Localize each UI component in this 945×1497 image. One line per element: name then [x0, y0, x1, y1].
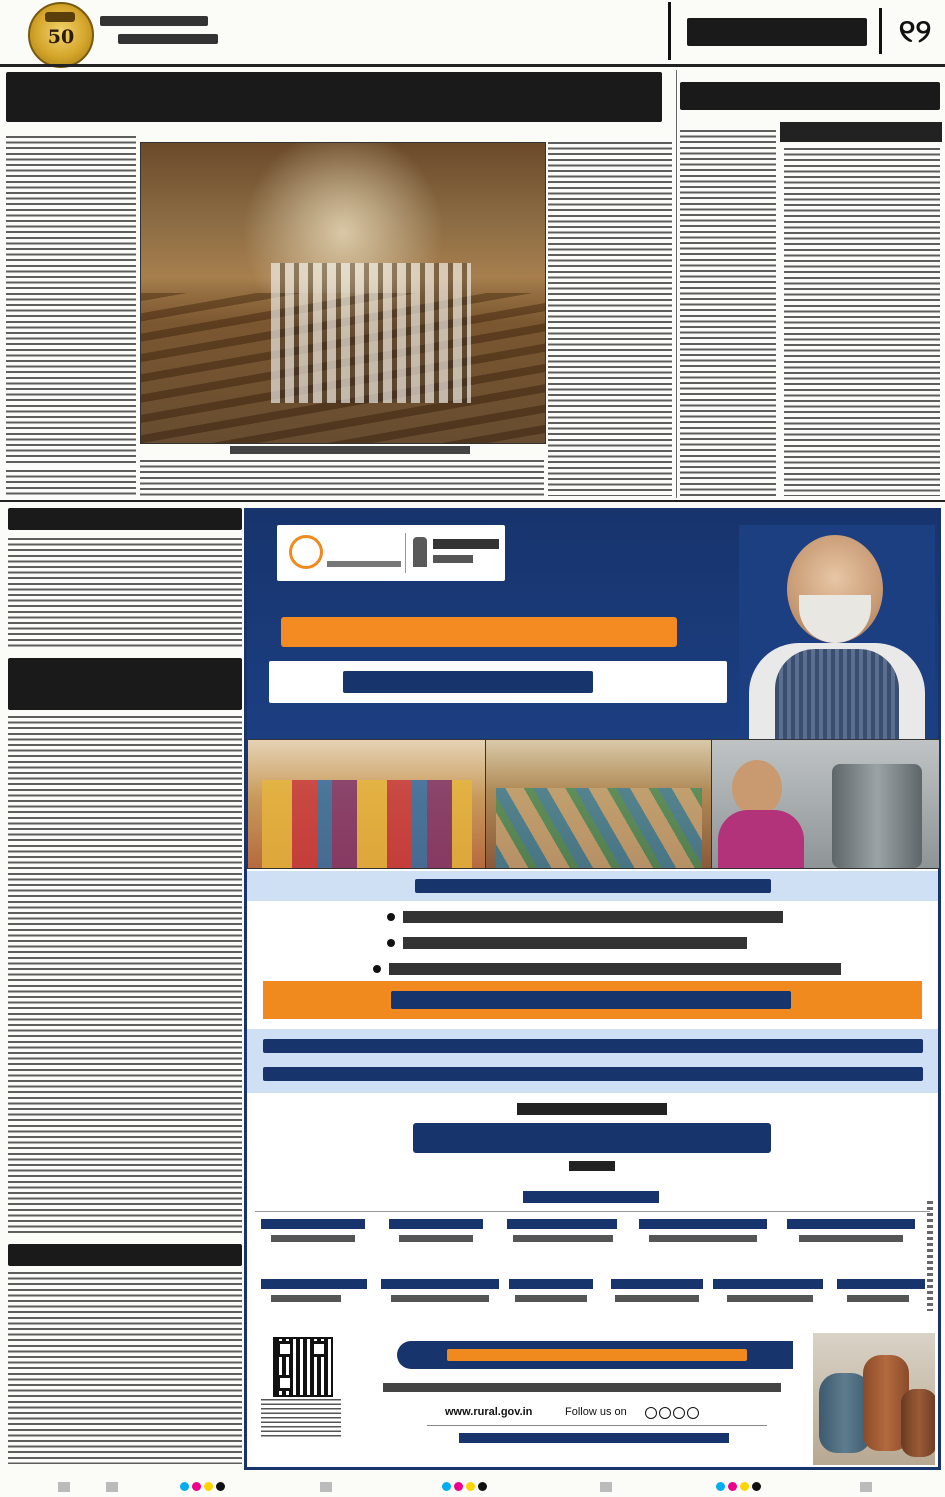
- x-icon[interactable]: [673, 1407, 685, 1419]
- felicitation-band: [263, 981, 922, 1019]
- mark-cyan-3: [716, 1482, 725, 1491]
- story-3-headline: [8, 658, 242, 710]
- dateline-date: [118, 34, 218, 44]
- mark-magenta-3: [728, 1482, 737, 1491]
- dignitary-11-title: [847, 1295, 909, 1302]
- pm-designation: [517, 1103, 667, 1115]
- photo-woman-face: [732, 760, 782, 816]
- photo-woman-saree: [718, 810, 804, 868]
- advertisement: [244, 508, 941, 1470]
- mark-grey-5: [860, 1482, 872, 1492]
- mark-magenta-2: [454, 1482, 463, 1491]
- event-venue: [383, 1383, 781, 1392]
- photo-caption: [230, 446, 470, 454]
- second-subhead: [780, 122, 942, 142]
- photo-workers: [496, 788, 702, 868]
- mark-cyan-2: [442, 1482, 451, 1491]
- print-marks: [0, 1476, 945, 1497]
- ad-footer: [247, 1333, 938, 1467]
- ad-hero-panel: [247, 511, 938, 739]
- ad-photo-woman-machine: [711, 739, 940, 869]
- ministry-name: [433, 539, 499, 549]
- page-number: ୧୨: [898, 12, 932, 50]
- column-divider: [676, 70, 677, 498]
- dignitary-3-title: [513, 1235, 613, 1242]
- pot-3: [901, 1389, 935, 1457]
- dignitaries-row-1: [247, 1215, 938, 1263]
- mark-black-1: [216, 1482, 225, 1491]
- dignitary-10: [713, 1279, 823, 1289]
- dignitary-2: [389, 1219, 483, 1229]
- mark-grey-1: [58, 1482, 70, 1492]
- story-3-body: [8, 716, 242, 1236]
- bullet-text-1: [403, 911, 783, 923]
- live-telecast-note: [459, 1433, 729, 1443]
- ad-photo-women-group: [247, 739, 487, 869]
- footer-rule: [427, 1425, 767, 1426]
- dignitaries-heading: [523, 1191, 659, 1203]
- dignitary-7: [381, 1279, 499, 1289]
- bullet-dot-3: [373, 965, 381, 973]
- mark-grey-3: [320, 1482, 332, 1492]
- ad-main-title: [281, 617, 677, 647]
- masthead-rule: [0, 64, 945, 67]
- section-title-box: [668, 2, 945, 60]
- anniversary-logo: [28, 2, 94, 68]
- pottery-photo: [813, 1333, 935, 1465]
- mark-magenta-1: [192, 1482, 201, 1491]
- pm-by: [569, 1161, 615, 1171]
- dateline-city-day: [100, 16, 208, 26]
- dignitary-5-title: [799, 1235, 903, 1242]
- empowerment-band: [247, 871, 938, 901]
- bullet-list: [247, 905, 938, 989]
- section-rule: [0, 500, 945, 502]
- dignitary-9: [611, 1279, 703, 1289]
- dignitary-4: [639, 1219, 767, 1229]
- side-story-column-2: [784, 148, 940, 496]
- ngo-logo-icon: [289, 535, 323, 569]
- empowerment-heading: [415, 879, 771, 893]
- story-2-headline: [8, 508, 242, 530]
- qr-corner-tl: [277, 1341, 293, 1357]
- bullet-text-2: [403, 937, 747, 949]
- second-headline: [680, 82, 940, 110]
- story-2-body: [8, 538, 242, 650]
- section-divider: [879, 8, 882, 54]
- bullet-dot-1: [387, 913, 395, 921]
- pm-name: [413, 1123, 771, 1153]
- dignitary-6-title: [271, 1295, 341, 1302]
- mark-black-2: [478, 1482, 487, 1491]
- dignitaries-row-2: [247, 1275, 938, 1323]
- lead-story-column-1-lower: [6, 470, 136, 496]
- dignitary-2-title: [399, 1235, 473, 1242]
- facebook-icon[interactable]: [645, 1407, 657, 1419]
- mark-black-3: [752, 1482, 761, 1491]
- qr-code[interactable]: [273, 1337, 333, 1397]
- mark-yellow-1: [204, 1482, 213, 1491]
- dignitary-5: [787, 1219, 915, 1229]
- mark-grey-4: [600, 1482, 612, 1492]
- instagram-icon[interactable]: [659, 1407, 671, 1419]
- logo-year: 50: [47, 26, 75, 48]
- event-date: [447, 1349, 747, 1361]
- lead-story-column-2: [548, 142, 672, 496]
- distribution-panel: [247, 1029, 938, 1093]
- mark-grey-2: [106, 1482, 118, 1492]
- dignitaries-divider: [255, 1211, 930, 1212]
- distribution-line-2: [263, 1067, 923, 1081]
- bullet-text-3: [389, 963, 841, 975]
- ad-subtitle-box: [269, 661, 727, 703]
- dignitary-6: [261, 1279, 367, 1289]
- logo-separator: [405, 533, 406, 573]
- portrait-vest: [775, 649, 899, 739]
- photo-saree-colors: [262, 780, 472, 868]
- dignitary-4-title: [649, 1235, 757, 1242]
- website-link[interactable]: www.rural.gov.in: [445, 1406, 533, 1418]
- dignitary-10-title: [727, 1295, 813, 1302]
- ad-photo-workshop: [485, 739, 713, 869]
- photo-machine: [832, 764, 922, 868]
- bullet-dot-2: [387, 939, 395, 947]
- qr-corner-bl: [277, 1375, 293, 1391]
- masthead: [0, 0, 945, 66]
- photo-crowd: [271, 263, 471, 403]
- story-4-headline: [8, 1244, 242, 1266]
- dignitary-9-title: [615, 1295, 699, 1302]
- emblem-icon: [413, 537, 427, 567]
- dignitary-7-title: [391, 1295, 489, 1302]
- mark-cyan-1: [180, 1482, 189, 1491]
- dignitary-3: [507, 1219, 617, 1229]
- lead-headline: [6, 72, 662, 122]
- logo-badge-top: [45, 12, 75, 22]
- assembly-photo: [140, 142, 546, 444]
- event-date-banner: [397, 1341, 793, 1369]
- felicitation-heading: [391, 991, 791, 1009]
- follow-label: Follow us on: [565, 1406, 627, 1418]
- lead-story-column-1: [6, 136, 136, 466]
- section-title: [687, 18, 867, 46]
- qr-corner-tr: [311, 1341, 327, 1357]
- portrait-beard: [799, 595, 871, 643]
- ngo-logo-text: [327, 561, 401, 567]
- dignitary-8-title: [515, 1295, 587, 1302]
- dignitary-1-title: [271, 1235, 355, 1242]
- dignitary-8: [509, 1279, 593, 1289]
- dignitary-1: [261, 1219, 365, 1229]
- ad-logos-bar: [277, 525, 505, 581]
- mark-yellow-2: [466, 1482, 475, 1491]
- mark-yellow-3: [740, 1482, 749, 1491]
- distribution-line-1: [263, 1039, 923, 1053]
- ministry-subname: [433, 555, 473, 563]
- ad-subtitle: [343, 671, 593, 693]
- dignitary-11: [837, 1279, 925, 1289]
- ad-vertical-code: [927, 1201, 933, 1311]
- qr-caption: [261, 1399, 341, 1439]
- story-4-body: [8, 1272, 242, 1464]
- leader-portrait: [739, 525, 935, 739]
- lead-story-row-under-photo: [140, 460, 544, 496]
- side-story-column-1: [680, 130, 776, 496]
- linkedin-icon[interactable]: [687, 1407, 699, 1419]
